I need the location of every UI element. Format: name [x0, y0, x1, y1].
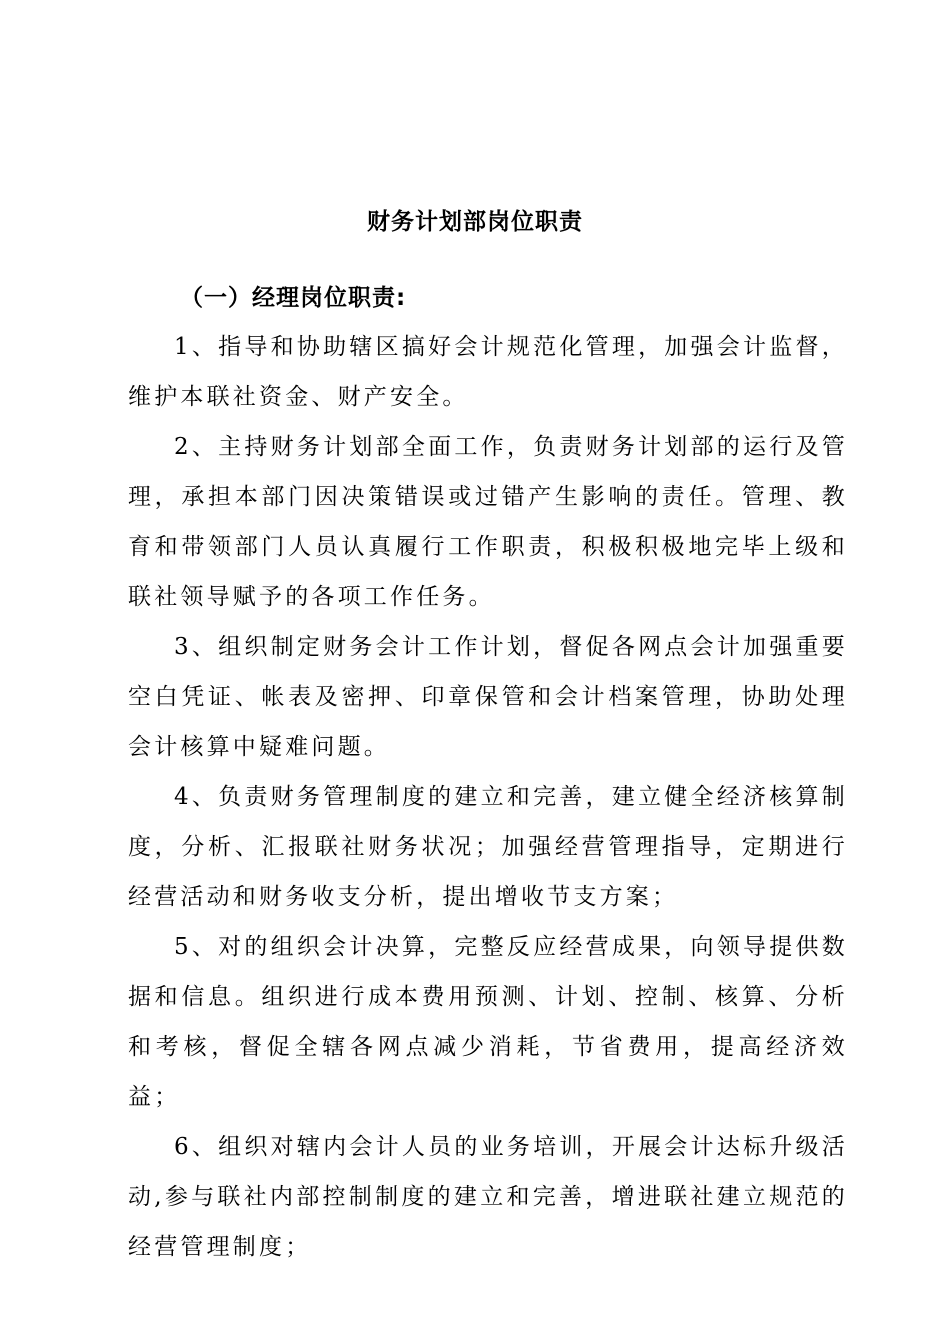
paragraph-4: 4、负责财务管理制度的建立和完善，建立健全经济核算制度，分析、汇报联社财务状况；加强经营管理指导，定期进行经营活动和财务收支分析，提出增收节支方案；: [128, 784, 848, 910]
paragraph-2: 2、主持财务计划部全面工作，负责财务计划部的运行及管理，承担本部门因决策错误或过错产生影响的责任。管理、教育和带领部门人员认真履行工作职责，积极积极地完毕上级和联社领导赋予的各项工作任务。: [128, 434, 848, 610]
paragraph-3: 3、组织制定财务会计工作计划，督促各网点会计加强重要空白凭证、帐表及密押、印章保管和会计档案管理，协助处理会计核算中疑难问题。: [128, 634, 848, 760]
section-heading: （一）经理岗位职责:: [180, 285, 407, 311]
paragraph-5: 5、对的组织会计决算，完整反应经营成果，向领导提供数据和信息。组织进行成本费用预测、计划、控制、核算、分析和考核，督促全辖各网点减少消耗，节省费用，提高经济效益；: [128, 934, 848, 1110]
document-title: 财务计划部岗位职责: [367, 209, 583, 235]
paragraph-6: 6、组织对辖内会计人员的业务培训，开展会计达标升级活动,参与联社内部控制制度的建立和完善，增进联社建立规范的经营管理制度；: [128, 1134, 848, 1260]
document-body: [128, 322, 848, 1272]
paragraph-1: 1、指导和协助辖区搞好会计规范化管理，加强会计监督，维护本联社资金、财产安全。: [128, 334, 848, 410]
